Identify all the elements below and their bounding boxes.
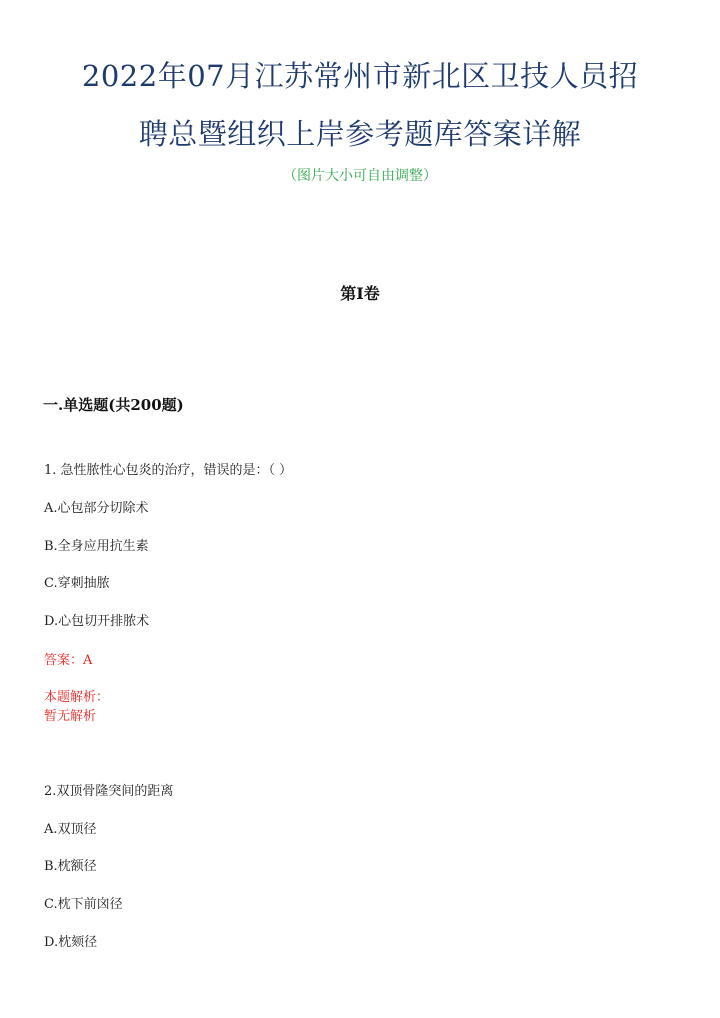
section-heading: 一.单选题(共200题) [43, 396, 184, 414]
question-1-stem: 1. 急性脓性心包炎的治疗，错误的是：（ ） [44, 463, 293, 478]
question-2-option-a: A.双顶径 [44, 822, 97, 837]
document-title-line-1: 2022年07月江苏常州市新北区卫技人员招 [81, 59, 639, 93]
question-1-analysis-text: 暂无解析 [44, 709, 97, 724]
question-1-option-c: C.穿刺抽脓 [44, 576, 110, 591]
question-1-option-d: D.心包切开排脓术 [44, 614, 150, 629]
question-1-analysis-label: 本题解析： [44, 690, 110, 705]
question-2-option-c: C.枕下前囟径 [44, 897, 123, 912]
question-1-option-b: B.全身应用抗生素 [44, 539, 149, 554]
question-2-option-b: B.枕额径 [44, 859, 97, 874]
question-2-option-d: D.枕颏径 [44, 935, 98, 950]
question-2-stem: 2.双顶骨隆突间的距离 [44, 784, 174, 799]
question-1-option-a: A.心包部分切除术 [44, 501, 149, 516]
volume-heading: 第Ⅰ卷 [340, 284, 380, 303]
document-subtitle: （图片大小可自由调整） [283, 168, 437, 184]
document-title-line-2: 聘总暨组织上岸参考题库答案详解 [138, 117, 582, 151]
question-1-answer: 答案：A [44, 653, 93, 668]
